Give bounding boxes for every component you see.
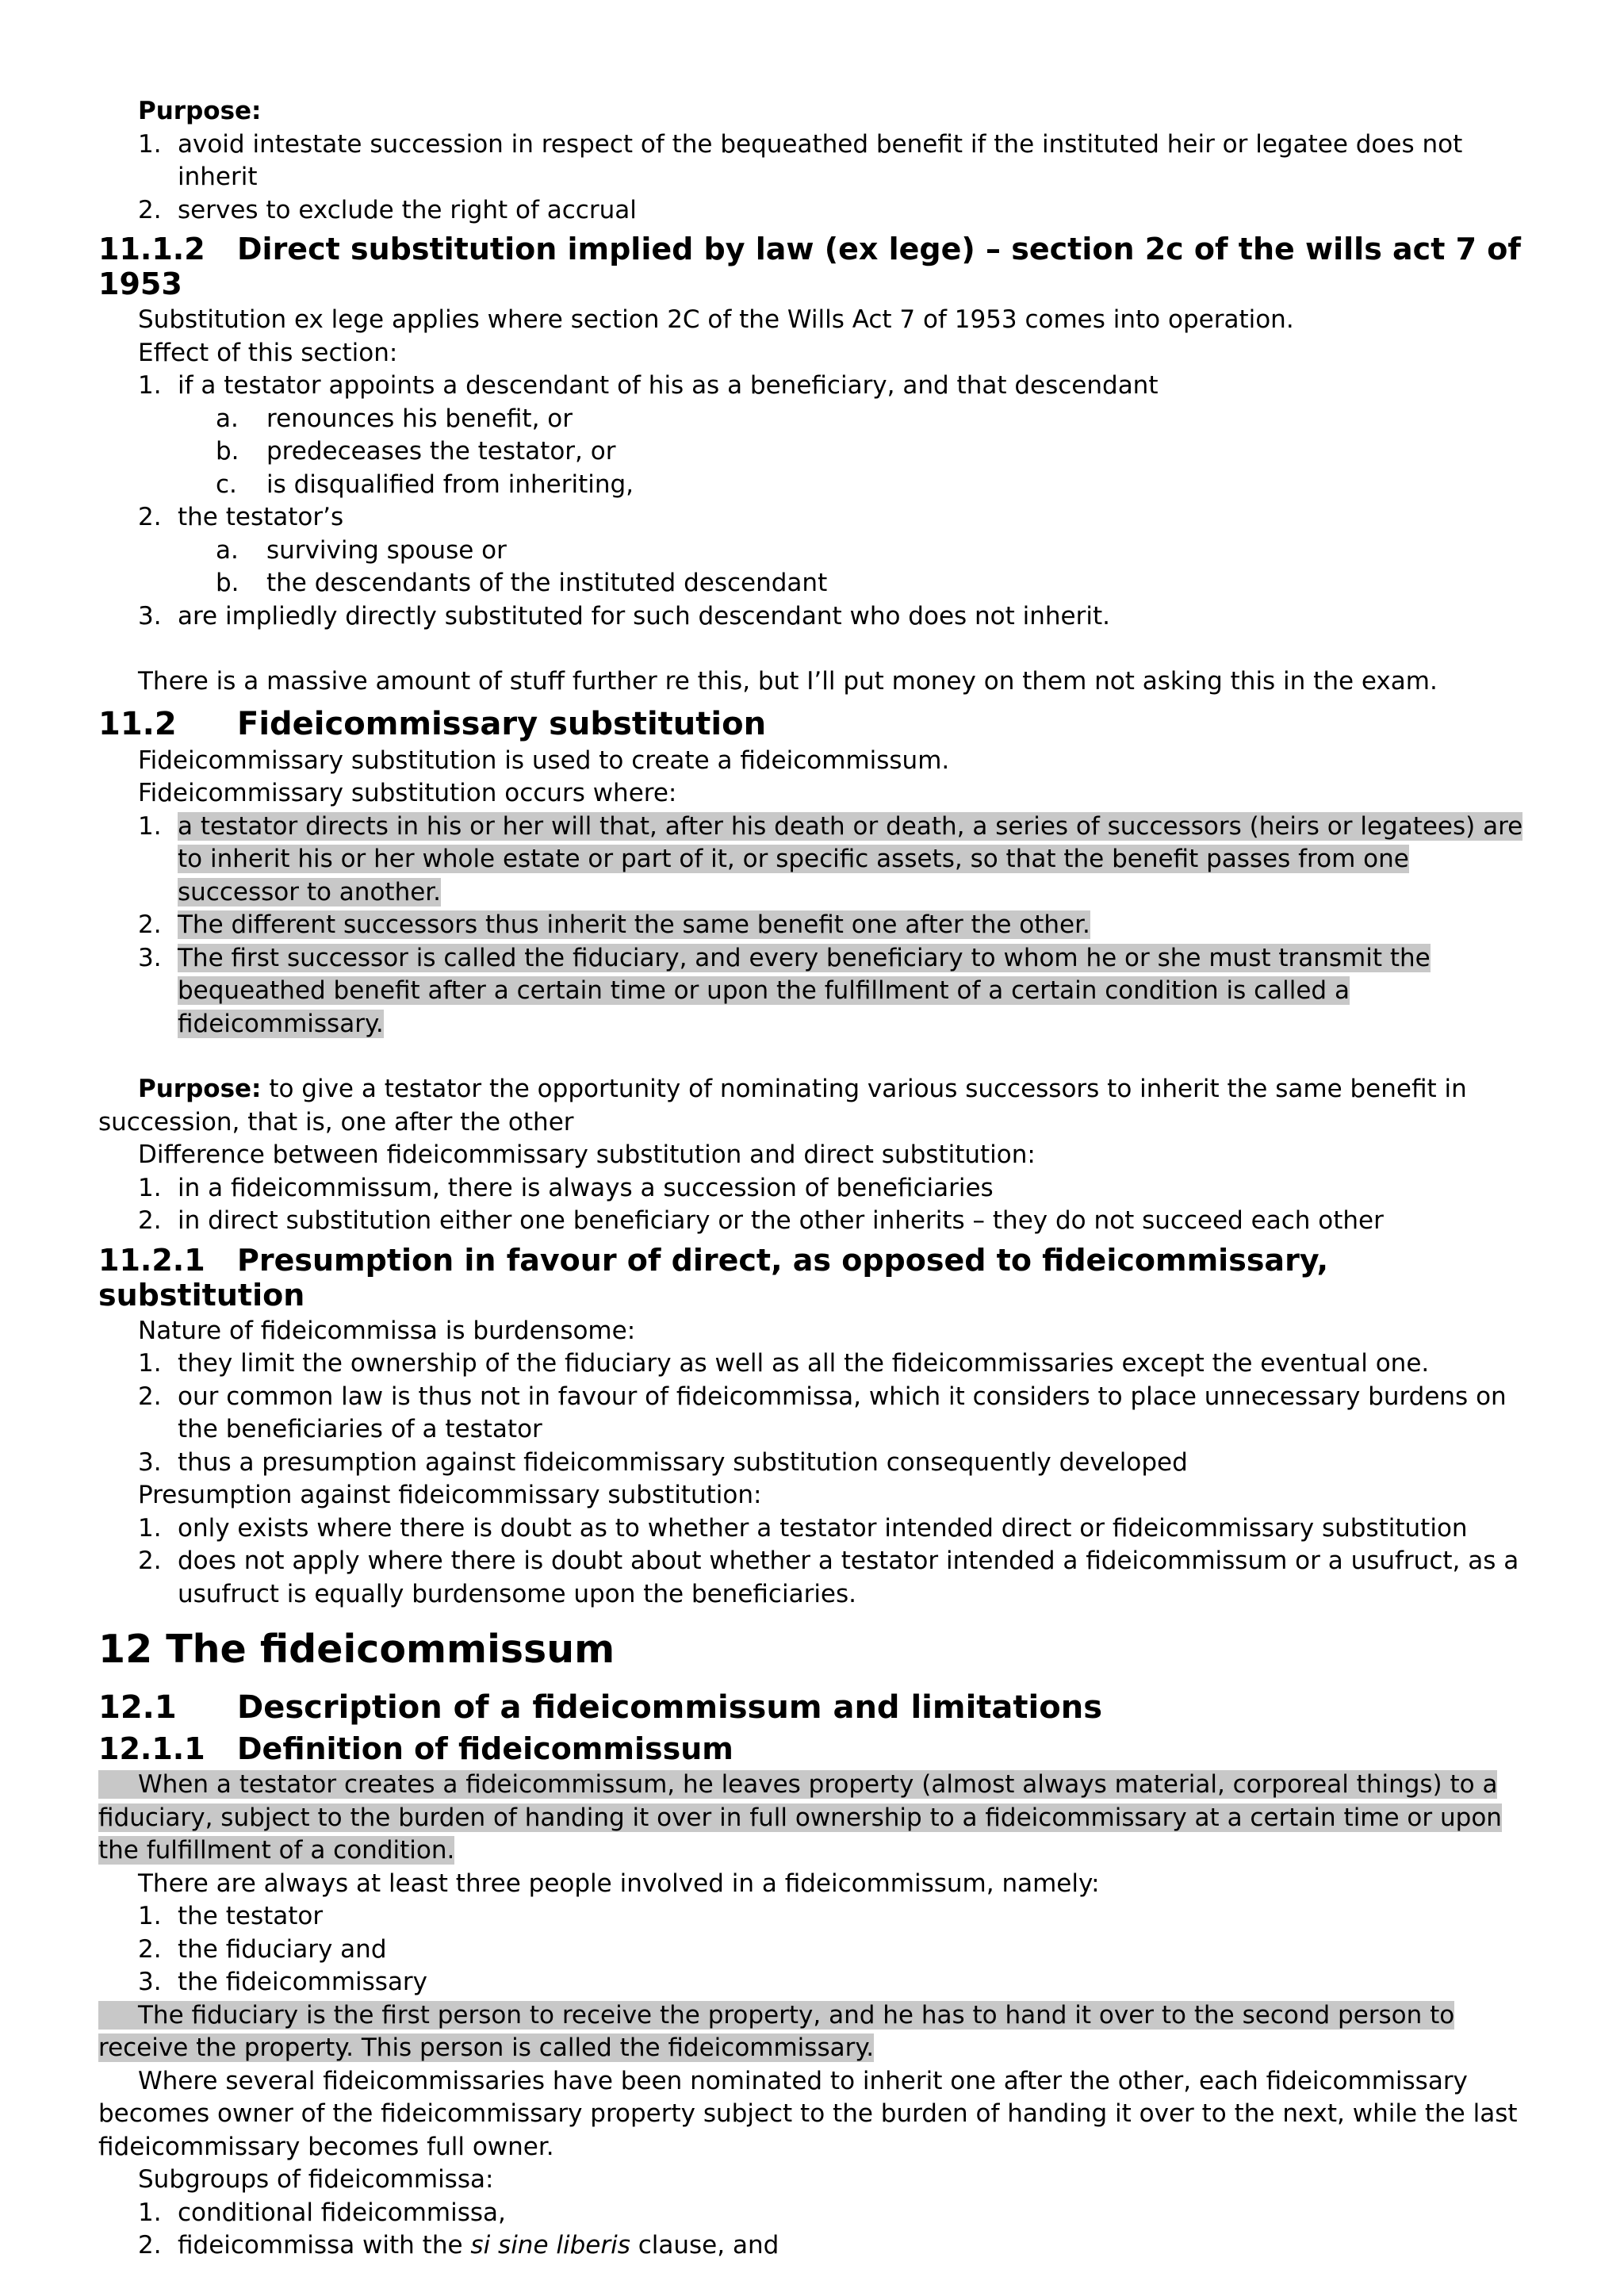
list-item: 2. our common law is thus not in favour of fideicommissa, which it considers to place unnecessary burdens on the beneficiaries of a testator [138, 1382, 1507, 1443]
sub-list-item: a. renounces his benefit, or [216, 404, 573, 433]
heading-11-2-1: 11.2.1 Presumption in favour of direct, as opposed to fideicommissary, substitution [98, 1242, 1329, 1313]
paragraph: Substitution ex lege applies where section 2C of the Wills Act 7 of 1953 comes into operation. [138, 305, 1294, 334]
paragraph: Effect of this section: [138, 338, 398, 367]
highlighted-text: a testator directs in his or her will that, after his death or death, a series of successors (heirs or legatees) are to inherit his or her whole estate or part of it, or specific assets, so that the benefit passes from one successor to another. [178, 811, 1523, 907]
heading-12: 12 The fideicommissum [98, 1627, 615, 1672]
sub-list-item: a. surviving spouse or [216, 535, 507, 565]
purpose-paragraph: Purpose: to give a testator the opportunity of nominating various successors to inherit the same benefit in succession, that is, one after the other [98, 1075, 1467, 1137]
list-item: 1. in a fideicommissum, there is always a succession of beneficiaries [138, 1173, 994, 1202]
purpose-label: Purpose: [138, 97, 262, 125]
definition-paragraph [98, 1769, 1529, 1868]
paragraph: Presumption against fideicommissary substitution: [138, 1481, 762, 1509]
list-item: 2. fideicommissa with the si sine liberis clause, and [138, 2231, 779, 2260]
heading-12-1-1: 12.1.1 Definition of fideicommissum [98, 1731, 733, 1766]
highlighted-text: The different successors thus inherit the same benefit one after the other. [178, 910, 1090, 939]
list-item: 3. thus a presumption against fideicommissary substitution consequently developed [138, 1447, 1188, 1477]
sub-list-item: b. predeceases the testator, or [216, 437, 616, 466]
list-item: 2. the testator’s [138, 503, 344, 531]
paragraph: Subgroups of fideicommissa: [138, 2165, 494, 2194]
heading-11-2: 11.2 Fideicommissary substitution [98, 705, 767, 742]
list-item: 2. serves to exclude the right of accrual [138, 195, 637, 224]
paragraph: Fideicommissary substitution is used to create a fideicommissum. [138, 746, 950, 775]
paragraph: Difference between fideicommissary substitution and direct substitution: [138, 1140, 1036, 1169]
list-item: 2. in direct substitution either one beneficiary or the other inherits – they do not succeed each other [138, 1206, 1384, 1235]
latin-term: si sine liberis [470, 2231, 630, 2260]
paragraph: Fideicommissary substitution occurs where: [138, 779, 677, 807]
list-item: 1. a testator directs in his or her will that, after his death or death, a series of successors (heirs or legatees) are to inherit his or her whole estate or part of it, or specific assets, so that the benefit passes from one successor to another. [138, 811, 1523, 907]
paragraph: Where several fideicommissaries have been nominated to inherit one after the other, each fideicommissary becomes owner of the fideicommissary property subject to the burden of handing it over to the next, while the last fideicommissary becomes full owner. [98, 2066, 1518, 2161]
sub-list-item: b. the descendants of the instituted descendant [216, 569, 828, 597]
list-item: 2. does not apply where there is doubt about whether a testator intended a fideicommissum or a usufruct, as a usufruct is equally burdensome upon the beneficiaries. [138, 1547, 1519, 1608]
list-item: 1. avoid intestate succession in respect of the bequeathed benefit if the instituted heir or legatee does not inherit [138, 129, 1463, 191]
list-item: 1. they limit the ownership of the fiduciary as well as all the fideicommissaries except the eventual one. [138, 1349, 1430, 1378]
heading-11-1-2: 11.1.2 Direct substitution implied by law (ex lege) – section 2c of the wills act 7 of 1953 [98, 232, 1521, 301]
highlighted-text: The fiduciary is the first person to receive the property, and he has to hand it over to the second person to receive the property. This person is called the fideicommissary. [98, 2000, 1455, 2062]
note-paragraph: There is a massive amount of stuff further re this, but I’ll put money on them not asking this in the exam. [138, 667, 1438, 696]
fiduciary-paragraph [98, 1999, 1529, 2065]
list-item: 2. the fiduciary and [138, 1934, 387, 1964]
paragraph: There are always at least three people involved in a fideicommissum, namely: [138, 1869, 1100, 1898]
paragraph: Nature of fideicommissa is burdensome: [138, 1316, 636, 1345]
heading-12-1: 12.1 Description of a fideicommissum and limitations [98, 1689, 1102, 1726]
highlighted-text: The first successor is called the fiduciary, and every beneficiary to whom he or she must transmit the bequeathed benefit after a certain time or upon the fulfillment of a certain condition is called a fideicommissary. [178, 943, 1431, 1038]
list-item: 3. The first successor is called the fiduciary, and every beneficiary to whom he or she must transmit the bequeathed benefit after a certain time or upon the fulfillment of a certain condition is called a fideicommissary. [138, 943, 1431, 1038]
highlighted-text: When a testator creates a fideicommissum, he leaves property (almost always material, corporeal things) to a fiduciary, subject to the burden of handing it over in full ownership to a fideicommissary at a certain time or upon the fulfillment of a condition. [98, 1770, 1502, 1865]
list-item: 1. if a testator appoints a descendant of his as a beneficiary, and that descendant [138, 371, 1159, 400]
list-item: 1. conditional fideicommissa, [138, 2198, 506, 2227]
list-item: 1. only exists where there is doubt as to whether a testator intended direct or fideicommissary substitution [138, 1513, 1468, 1543]
list-item: 2. The different successors thus inherit the same benefit one after the other. [138, 910, 1090, 939]
sub-list-item: c. is disqualified from inheriting, [216, 470, 634, 499]
list-item: 3. are impliedly directly substituted for such descendant who does not inherit. [138, 601, 1110, 631]
list-item: 1. the testator [138, 1902, 324, 1930]
list-item: 3. the fideicommissary [138, 1968, 428, 1996]
